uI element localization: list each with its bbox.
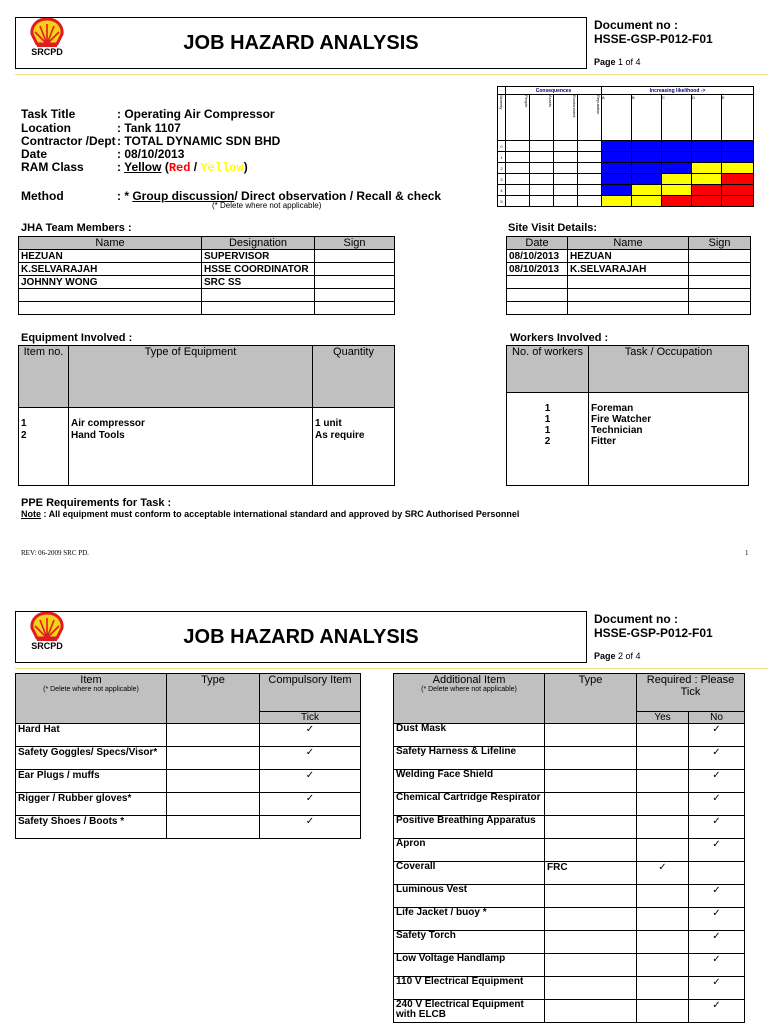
contractor-value: : TOTAL DYNAMIC SDN BHD [117,134,281,148]
additional-ppe-row [394,954,745,977]
ppe-item-name: Apron [394,839,545,862]
tick-yes [637,931,689,954]
ppe-item-name: Life Jacket / buoy * [394,908,545,931]
ram-consequence-cell [554,174,578,185]
ram-letter-b: B [632,95,662,141]
ram-consequence-cell [506,185,530,196]
tick-yes [637,793,689,816]
jha-cell: JOHNNY WONG [19,276,202,289]
ram-consequence-cell [578,196,602,207]
header-rule [15,668,768,669]
ram-risk-cell-blue [632,152,662,163]
jha-cell: HEZUAN [19,250,202,263]
addl-header-item: Additional Item (* Delete where not applicable) [394,674,545,724]
ram-consequence-cell [578,174,602,185]
addl-header-type: Type [545,674,637,724]
jha-header-name: Name [19,237,202,250]
ppe-header-compulsory: Compulsory Item [260,674,361,712]
ppe-header-item: Item (* Delete where not applicable) [16,674,167,724]
ram-consequence-cell [506,196,530,207]
page-number: Page 1 of 4 [594,57,641,67]
header-box [15,17,587,69]
document-title: JOB HAZARD ANALYSIS [183,626,419,648]
tick-no: ✓ [689,1000,745,1023]
site-cell [689,263,751,276]
ppe-item-name: Luminous Vest [394,885,545,908]
worker-value: 1 [544,414,551,426]
page-number: Page 2 of 4 [594,651,641,661]
ram-risk-cell-blue [602,152,632,163]
ram-risk-cell-red [722,196,754,207]
tick-no [689,862,745,885]
ram-matrix [497,86,753,211]
ram-risk-cell-yellow [632,185,662,196]
site-visit-title: Site Visit Details: [508,222,598,234]
ram-severity-2: 2 [498,163,506,174]
additional-ppe-row [394,770,745,793]
site-cell: HEZUAN [568,250,689,263]
ram-consequence-cell [506,152,530,163]
revision-footer: REV: 06-2009 SRC PD. [21,549,89,557]
tick-yes [637,977,689,1000]
jha-header-designation: Designation [202,237,315,250]
equip-header-item: Item no. [19,346,69,408]
ram-risk-cell-red [722,185,754,196]
ram-consequence-cell [578,141,602,152]
tick-mark: ✓ [260,816,361,839]
site-header-sign: Sign [689,237,751,250]
site-cell [689,250,751,263]
document-number-label: Document no : [594,612,678,626]
jha-row [19,250,395,263]
jha-cell [315,302,395,315]
method-label: Method [21,189,64,203]
site-cell [689,289,751,302]
tick-no: ✓ [689,839,745,862]
ram-risk-cell-blue [602,185,632,196]
ram-consequence-cell [578,163,602,174]
tick-yes [637,816,689,839]
ram-selected: Yellow [124,160,162,174]
additional-ppe-row [394,839,745,862]
ppe-item-type [545,770,637,793]
jha-row [19,302,395,315]
ram-risk-cell-yellow [662,185,692,196]
tick-yes [637,1000,689,1023]
worker-value: Fitter [591,436,616,448]
compulsory-ppe-row [16,747,361,770]
ram-severity-0: 0 [498,141,506,152]
equip-header-type: Type of Equipment [69,346,313,408]
site-row [507,250,751,263]
ppe-item-type: FRC [545,862,637,885]
ram-risk-cell-blue [632,174,662,185]
ram-risk-cell-blue [602,141,632,152]
ram-risk-cell-blue [722,141,754,152]
ram-risk-cell-yellow [632,196,662,207]
site-cell [568,302,689,315]
tick-no: ✓ [689,931,745,954]
ppe-item-name: Safety Harness & Lifeline [394,747,545,770]
equipment-table [18,345,395,486]
workers-header-task: Task / Occupation [589,346,749,393]
workers-table [506,345,749,486]
ram-risk-cell-yellow [722,163,754,174]
logo-text: SRCPD [31,641,63,651]
ram-risk-cell-yellow [662,174,692,185]
site-cell: K.SELVARAJAH [568,263,689,276]
ram-yellow: Yellow [200,161,244,175]
site-cell [507,276,568,289]
addl-header-required: Required : Please Tick [637,674,745,712]
ram-risk-cell-blue [692,141,722,152]
site-cell [507,289,568,302]
ram-col-environment: Environment [554,95,578,141]
compulsory-ppe-row [16,724,361,747]
equipment-value: 2 [21,430,27,442]
location-label: Location [21,121,71,135]
jha-cell: K.SELVARAJAH [19,263,202,276]
ppe-item-type [545,954,637,977]
ram-risk-cell-blue [602,174,632,185]
ram-row [498,185,754,196]
document-number-label: Document no : [594,18,678,32]
jha-cell: SUPERVISOR [202,250,315,263]
site-header-date: Date [507,237,568,250]
ppe-item-name: Coverall [394,862,545,885]
ram-consequence-cell [506,174,530,185]
ram-red: Red [168,161,191,175]
ram-risk-cell-blue [722,152,754,163]
ram-consequence-cell [554,196,578,207]
ram-consequence-cell [554,185,578,196]
worker-value: 1 [544,425,551,437]
method-value: : * Group discussion/ Direct observation / Recall & check [117,189,442,203]
tick-mark: ✓ [260,793,361,816]
ram-consequences-label: Consequences [506,87,602,95]
equipment-value: Hand Tools [71,430,125,442]
additional-ppe-row [394,977,745,1000]
equip-type-col [69,408,313,486]
ram-consequence-cell [530,174,554,185]
compulsory-ppe-row [16,816,361,839]
ram-letter-c: C [662,95,692,141]
jha-header-sign: Sign [315,237,395,250]
ppe-header-tick: Tick [260,712,361,724]
jha-cell [202,302,315,315]
ram-row [498,196,754,207]
site-visit-table [506,236,751,315]
worker-value: Foreman [591,403,634,415]
ram-risk-cell-red [722,174,754,185]
contractor-label: Contractor /Dept [21,134,116,148]
ram-risk-cell-blue [632,141,662,152]
ram-corner [498,87,506,95]
site-cell [568,289,689,302]
addl-header-no: No [689,712,745,724]
ram-consequence-cell [578,185,602,196]
ram-col-assets: Assets [530,95,554,141]
jha-cell [19,289,202,302]
ram-risk-cell-blue [602,163,632,174]
workers-count-col [507,393,589,486]
worker-value: Fire Watcher [591,414,652,426]
ram-risk-cell-blue [662,152,692,163]
tick-yes [637,885,689,908]
tick-yes [637,954,689,977]
worker-value: 2 [544,436,551,448]
ram-risk-cell-blue [662,141,692,152]
header-rule [15,74,768,75]
task-title-label: Task Title [21,107,76,121]
tick-no: ✓ [689,977,745,1000]
ram-severity-5: 5 [498,196,506,207]
workers-task-col [589,393,749,486]
additional-ppe-table [393,673,745,1023]
jha-row [19,289,395,302]
additional-ppe-row [394,724,745,747]
method-note: (* Delete where not applicable) [212,201,322,210]
ram-consequence-cell [530,185,554,196]
site-row [507,263,751,276]
ram-risk-cell-yellow [692,174,722,185]
ram-severity-4: 4 [498,185,506,196]
tick-mark: ✓ [260,770,361,793]
jha-cell [315,250,395,263]
ram-severity-3: 3 [498,174,506,185]
tick-mark: ✓ [260,747,361,770]
ppe-item-type [167,770,260,793]
additional-ppe-row [394,1000,745,1023]
workers-title: Workers Involved : [510,332,609,344]
ram-row [498,141,754,152]
location-value: : Tank 1107 [117,121,181,135]
ppe-item-name: 110 V Electrical Equipment [394,977,545,1000]
site-row [507,289,751,302]
ppe-item-type [545,724,637,747]
header-box [15,611,587,663]
tick-mark: ✓ [260,724,361,747]
tick-no: ✓ [689,908,745,931]
document-title: JOB HAZARD ANALYSIS [183,32,419,54]
tick-no: ✓ [689,770,745,793]
task-title-value: : Operating Air Compressor [117,107,275,121]
equipment-title: Equipment Involved : [21,332,133,344]
ram-consequence-cell [530,196,554,207]
tick-yes: ✓ [637,862,689,885]
additional-ppe-row [394,747,745,770]
equipment-value: 1 unit [315,418,342,430]
ppe-item-name: Ear Plugs / muffs [16,770,167,793]
jha-row [19,263,395,276]
ppe-header-type: Type [167,674,260,724]
ram-risk-cell-blue [662,163,692,174]
jha-cell [202,289,315,302]
compulsory-ppe-row [16,770,361,793]
additional-ppe-row [394,793,745,816]
date-value: : 08/10/2013 [117,147,185,161]
ram-class-value: : Yellow (Red / Yellow) [117,160,248,175]
site-row [507,302,751,315]
equipment-value: As require [315,430,365,442]
site-cell: 08/10/2013 [507,263,568,276]
ppe-item-type [167,747,260,770]
site-cell [568,276,689,289]
date-label: Date [21,147,48,161]
ram-severity-label: Severity [498,95,506,141]
ppe-item-type [545,977,637,1000]
ppe-item-type [545,839,637,862]
ram-severity-1: 1 [498,152,506,163]
tick-yes [637,747,689,770]
additional-ppe-row [394,885,745,908]
additional-ppe-row [394,931,745,954]
equipment-value: 1 [21,418,27,430]
tick-no: ✓ [689,954,745,977]
ram-consequence-cell [530,141,554,152]
tick-yes [637,770,689,793]
compulsory-ppe-table [15,673,361,839]
jha-cell: HSSE COORDINATOR [202,263,315,276]
ram-risk-cell-blue [692,152,722,163]
tick-no: ✓ [689,793,745,816]
worker-value: 1 [544,403,551,415]
document-number: HSSE-GSP-P012-F01 [594,32,713,46]
tick-no: ✓ [689,724,745,747]
tick-no: ✓ [689,885,745,908]
ram-consequence-cell [506,141,530,152]
ram-letter-d: D [692,95,722,141]
tick-yes [637,908,689,931]
site-cell [689,302,751,315]
ram-consequence-cell [554,163,578,174]
additional-ppe-row [394,816,745,839]
ppe-item-name: Dust Mask [394,724,545,747]
ppe-item-name: Safety Torch [394,931,545,954]
jha-cell [315,263,395,276]
site-cell [507,302,568,315]
ram-letter-e: E [722,95,754,141]
jha-cell: SRC SS [202,276,315,289]
workers-header-count: No. of workers [507,346,589,393]
ram-likelihood-label: Increasing likelihood -> [602,87,754,95]
ppe-item-type [167,793,260,816]
worker-value: Technician [591,425,643,437]
ram-risk-cell-blue [632,163,662,174]
jha-team-table [18,236,395,315]
site-cell: 08/10/2013 [507,250,568,263]
ppe-item-type [545,793,637,816]
ram-class-label: RAM Class [21,160,84,174]
ram-row [498,152,754,163]
ppe-item-type [167,724,260,747]
equip-qty-col [313,408,395,486]
ram-consequence-cell [554,152,578,163]
ram-risk-cell-red [662,196,692,207]
tick-yes [637,724,689,747]
ppe-item-name: Chemical Cartridge Respirator [394,793,545,816]
jha-row [19,276,395,289]
ram-consequence-cell [530,152,554,163]
ram-consequence-cell [578,152,602,163]
ppe-note: Note : All equipment must conform to acceptable international standard and approved by SRC Authorised Personnel [21,509,520,519]
footer-page-number: 1 [745,549,749,557]
ram-consequence-cell [506,163,530,174]
jha-cell [19,302,202,315]
ram-col-people: People [506,95,530,141]
ppe-item-type [545,747,637,770]
ppe-item-type [545,885,637,908]
site-header-name: Name [568,237,689,250]
tick-yes [637,839,689,862]
jha-team-title: JHA Team Members : [21,222,132,234]
ppe-item-name: Positive Breathing Apparatus [394,816,545,839]
ram-row [498,163,754,174]
ppe-item-name: Safety Goggles/ Specs/Visor* [16,747,167,770]
ppe-item-name: Welding Face Shield [394,770,545,793]
site-row [507,276,751,289]
ppe-item-type [545,931,637,954]
site-cell [689,276,751,289]
additional-ppe-row [394,908,745,931]
ram-risk-cell-yellow [692,163,722,174]
ram-risk-cell-yellow [602,196,632,207]
ppe-item-name: Safety Shoes / Boots * [16,816,167,839]
ram-risk-cell-red [692,196,722,207]
addl-header-yes: Yes [637,712,689,724]
ppe-item-name: Hard Hat [16,724,167,747]
ppe-item-name: Rigger / Rubber gloves* [16,793,167,816]
compulsory-ppe-row [16,793,361,816]
jha-cell [315,276,395,289]
logo-text: SRCPD [31,47,63,57]
ram-consequence-cell [530,163,554,174]
jha-cell [315,289,395,302]
ram-row [498,174,754,185]
tick-no: ✓ [689,747,745,770]
document-number: HSSE-GSP-P012-F01 [594,626,713,640]
additional-ppe-row [394,862,745,885]
ppe-title: PPE Requirements for Task : [21,497,172,509]
ppe-item-type [545,908,637,931]
ram-col-reputation: Reputation [578,95,602,141]
tick-no: ✓ [689,816,745,839]
ppe-item-type [545,816,637,839]
ram-letter-a: A [602,95,632,141]
ppe-item-name: Low Voltage Handlamp [394,954,545,977]
equip-header-qty: Quantity [313,346,395,408]
ppe-item-type [545,1000,637,1023]
ram-consequence-cell [554,141,578,152]
ram-risk-cell-red [692,185,722,196]
equip-item-col [19,408,69,486]
ppe-item-type [167,816,260,839]
equipment-value: Air compressor [71,418,145,430]
ppe-item-name: 240 V Electrical Equipment with ELCB [394,1000,545,1023]
